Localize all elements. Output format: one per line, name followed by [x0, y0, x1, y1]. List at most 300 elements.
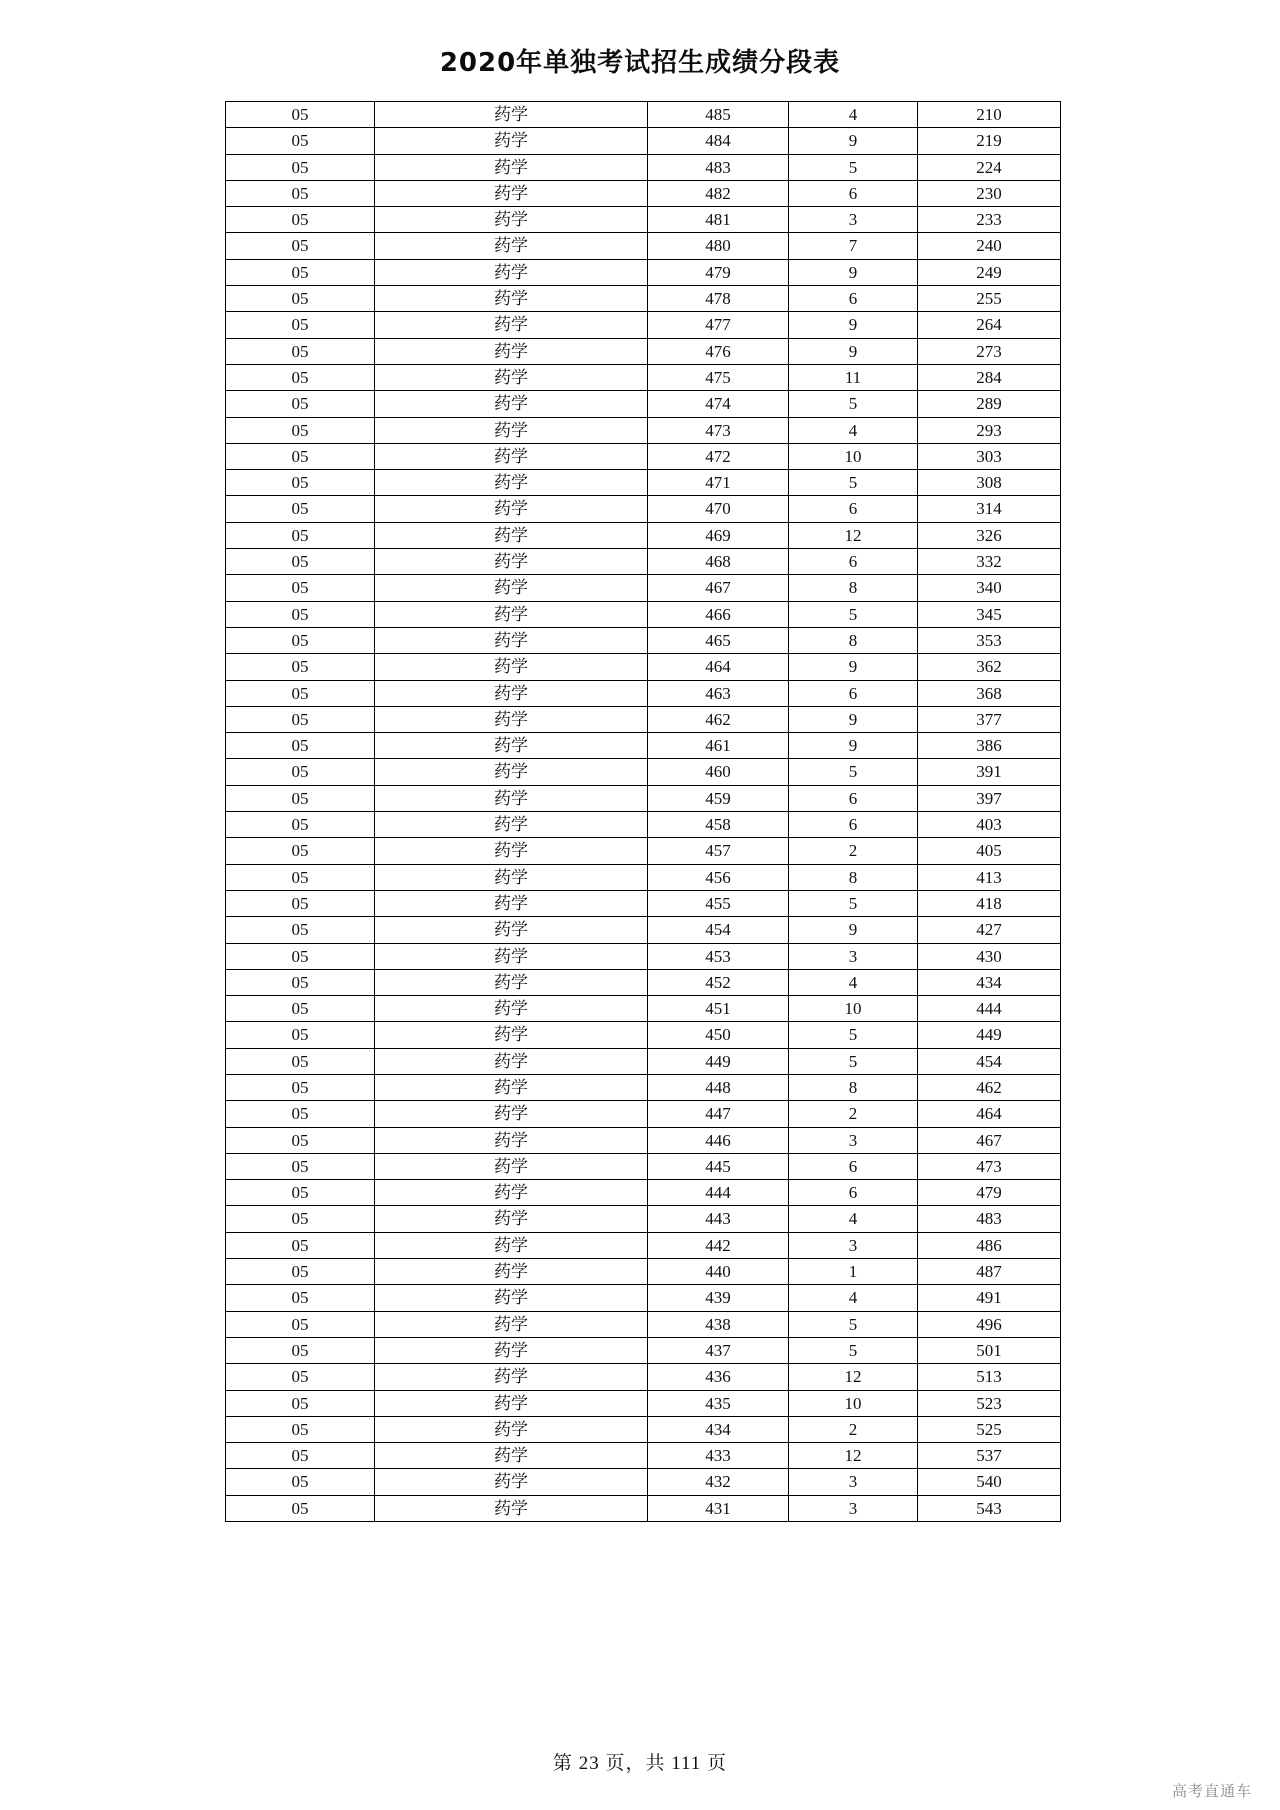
cell-category-code: 05 [226, 154, 375, 180]
cell-cumulative: 434 [918, 969, 1061, 995]
cell-score: 454 [648, 917, 789, 943]
cell-cumulative: 397 [918, 785, 1061, 811]
cell-count: 5 [789, 1048, 918, 1074]
cell-cumulative: 513 [918, 1364, 1061, 1390]
cell-score: 468 [648, 549, 789, 575]
cell-major-name: 药学 [375, 1127, 648, 1153]
cell-cumulative: 487 [918, 1259, 1061, 1285]
table-row [226, 838, 1061, 864]
cell-score: 437 [648, 1337, 789, 1363]
cell-score: 467 [648, 575, 789, 601]
cell-major-name: 药学 [375, 1311, 648, 1337]
cell-score: 462 [648, 706, 789, 732]
cell-category-code: 05 [226, 102, 375, 128]
cell-score: 460 [648, 759, 789, 785]
cell-cumulative: 496 [918, 1311, 1061, 1337]
cell-major-name: 药学 [375, 1101, 648, 1127]
cell-major-name: 药学 [375, 601, 648, 627]
cell-count: 5 [789, 391, 918, 417]
footer-page-number: 23 [578, 1753, 600, 1774]
cell-score: 463 [648, 680, 789, 706]
cell-cumulative: 525 [918, 1416, 1061, 1442]
cell-category-code: 05 [226, 890, 375, 916]
cell-major-name: 药学 [375, 996, 648, 1022]
cell-score: 445 [648, 1153, 789, 1179]
cell-cumulative: 483 [918, 1206, 1061, 1232]
table-row [226, 102, 1061, 128]
cell-score: 476 [648, 338, 789, 364]
cell-cumulative: 293 [918, 417, 1061, 443]
cell-score: 473 [648, 417, 789, 443]
cell-score: 459 [648, 785, 789, 811]
cell-cumulative: 230 [918, 180, 1061, 206]
cell-score: 471 [648, 470, 789, 496]
table-row [226, 1337, 1061, 1363]
cell-category-code: 05 [226, 838, 375, 864]
table-row [226, 1206, 1061, 1232]
cell-count: 12 [789, 1443, 918, 1469]
cell-category-code: 05 [226, 470, 375, 496]
cell-major-name: 药学 [375, 1259, 648, 1285]
cell-count: 9 [789, 733, 918, 759]
table-row [226, 1443, 1061, 1469]
table-row [226, 1127, 1061, 1153]
cell-count: 4 [789, 1206, 918, 1232]
cell-major-name: 药学 [375, 233, 648, 259]
cell-score: 452 [648, 969, 789, 995]
cell-category-code: 05 [226, 943, 375, 969]
cell-score: 457 [648, 838, 789, 864]
cell-major-name: 药学 [375, 575, 648, 601]
cell-count: 9 [789, 259, 918, 285]
cell-category-code: 05 [226, 1495, 375, 1521]
cell-score: 480 [648, 233, 789, 259]
cell-category-code: 05 [226, 654, 375, 680]
cell-category-code: 05 [226, 312, 375, 338]
cell-score: 482 [648, 180, 789, 206]
cell-major-name: 药学 [375, 1048, 648, 1074]
cell-cumulative: 289 [918, 391, 1061, 417]
cell-cumulative: 362 [918, 654, 1061, 680]
cell-score: 450 [648, 1022, 789, 1048]
cell-score: 474 [648, 391, 789, 417]
cell-major-name: 药学 [375, 1232, 648, 1258]
cell-cumulative: 501 [918, 1337, 1061, 1363]
table-row [226, 917, 1061, 943]
cell-count: 6 [789, 496, 918, 522]
cell-major-name: 药学 [375, 128, 648, 154]
table-row [226, 364, 1061, 390]
cell-cumulative: 473 [918, 1153, 1061, 1179]
cell-cumulative: 255 [918, 286, 1061, 312]
cell-score: 455 [648, 890, 789, 916]
cell-cumulative: 224 [918, 154, 1061, 180]
table-row [226, 470, 1061, 496]
cell-score: 465 [648, 627, 789, 653]
cell-count: 7 [789, 233, 918, 259]
cell-count: 12 [789, 522, 918, 548]
cell-score: 475 [648, 364, 789, 390]
cell-cumulative: 449 [918, 1022, 1061, 1048]
cell-major-name: 药学 [375, 785, 648, 811]
cell-category-code: 05 [226, 1232, 375, 1258]
cell-category-code: 05 [226, 286, 375, 312]
cell-score: 446 [648, 1127, 789, 1153]
cell-count: 5 [789, 470, 918, 496]
table-row [226, 417, 1061, 443]
cell-cumulative: 308 [918, 470, 1061, 496]
table-row [226, 759, 1061, 785]
cell-category-code: 05 [226, 917, 375, 943]
cell-category-code: 05 [226, 1337, 375, 1363]
table-row [226, 1022, 1061, 1048]
cell-count: 5 [789, 890, 918, 916]
cell-cumulative: 543 [918, 1495, 1061, 1521]
cell-count: 5 [789, 1337, 918, 1363]
cell-category-code: 05 [226, 496, 375, 522]
cell-score: 470 [648, 496, 789, 522]
cell-major-name: 药学 [375, 1390, 648, 1416]
cell-cumulative: 454 [918, 1048, 1061, 1074]
page-title: 2020年单独考试招生成绩分段表 [439, 48, 841, 78]
cell-cumulative: 332 [918, 549, 1061, 575]
table-row [226, 233, 1061, 259]
table-row [226, 154, 1061, 180]
cell-score: 485 [648, 102, 789, 128]
cell-score: 477 [648, 312, 789, 338]
cell-major-name: 药学 [375, 627, 648, 653]
cell-category-code: 05 [226, 733, 375, 759]
cell-category-code: 05 [226, 627, 375, 653]
cell-cumulative: 444 [918, 996, 1061, 1022]
cell-score: 458 [648, 812, 789, 838]
cell-cumulative: 464 [918, 1101, 1061, 1127]
table-row [226, 654, 1061, 680]
cell-count: 4 [789, 1285, 918, 1311]
cell-count: 3 [789, 1232, 918, 1258]
table-body [226, 102, 1061, 1522]
cell-cumulative: 345 [918, 601, 1061, 627]
cell-score: 431 [648, 1495, 789, 1521]
cell-count: 11 [789, 364, 918, 390]
cell-count: 9 [789, 917, 918, 943]
cell-score: 478 [648, 286, 789, 312]
cell-category-code: 05 [226, 1206, 375, 1232]
cell-score: 435 [648, 1390, 789, 1416]
cell-count: 10 [789, 443, 918, 469]
cell-category-code: 05 [226, 259, 375, 285]
cell-category-code: 05 [226, 128, 375, 154]
cell-score: 456 [648, 864, 789, 890]
table-row [226, 391, 1061, 417]
cell-major-name: 药学 [375, 812, 648, 838]
cell-count: 9 [789, 654, 918, 680]
cell-category-code: 05 [226, 1416, 375, 1442]
cell-cumulative: 537 [918, 1443, 1061, 1469]
cell-major-name: 药学 [375, 549, 648, 575]
cell-score: 448 [648, 1074, 789, 1100]
cell-category-code: 05 [226, 391, 375, 417]
cell-cumulative: 391 [918, 759, 1061, 785]
cell-category-code: 05 [226, 549, 375, 575]
cell-category-code: 05 [226, 812, 375, 838]
table-row [226, 443, 1061, 469]
cell-category-code: 05 [226, 1101, 375, 1127]
cell-major-name: 药学 [375, 1364, 648, 1390]
cell-count: 8 [789, 1074, 918, 1100]
cell-category-code: 05 [226, 601, 375, 627]
cell-score: 481 [648, 207, 789, 233]
cell-count: 8 [789, 575, 918, 601]
table-row [226, 1495, 1061, 1521]
table-row [226, 1469, 1061, 1495]
table-row [226, 785, 1061, 811]
cell-major-name: 药学 [375, 969, 648, 995]
cell-category-code: 05 [226, 680, 375, 706]
table-row [226, 733, 1061, 759]
table-row [226, 259, 1061, 285]
cell-score: 483 [648, 154, 789, 180]
cell-score: 447 [648, 1101, 789, 1127]
cell-major-name: 药学 [375, 417, 648, 443]
cell-major-name: 药学 [375, 1074, 648, 1100]
table-row [226, 207, 1061, 233]
cell-count: 6 [789, 812, 918, 838]
watermark-label: 高考直通车 [1171, 1782, 1252, 1800]
cell-count: 5 [789, 1311, 918, 1337]
cell-score: 434 [648, 1416, 789, 1442]
cell-cumulative: 467 [918, 1127, 1061, 1153]
cell-count: 5 [789, 1022, 918, 1048]
cell-major-name: 药学 [375, 1180, 648, 1206]
cell-major-name: 药学 [375, 1022, 648, 1048]
cell-major-name: 药学 [375, 391, 648, 417]
cell-cumulative: 314 [918, 496, 1061, 522]
table-row [226, 1232, 1061, 1258]
cell-score: 438 [648, 1311, 789, 1337]
cell-cumulative: 377 [918, 706, 1061, 732]
table-row [226, 128, 1061, 154]
cell-major-name: 药学 [375, 654, 648, 680]
table-row [226, 1048, 1061, 1074]
cell-major-name: 药学 [375, 180, 648, 206]
cell-count: 9 [789, 312, 918, 338]
table-row [226, 1180, 1061, 1206]
cell-category-code: 05 [226, 1153, 375, 1179]
cell-major-name: 药学 [375, 1285, 648, 1311]
score-distribution-table [225, 101, 1061, 1522]
cell-count: 2 [789, 1101, 918, 1127]
table-row [226, 180, 1061, 206]
cell-major-name: 药学 [375, 364, 648, 390]
cell-major-name: 药学 [375, 890, 648, 916]
cell-score: 443 [648, 1206, 789, 1232]
table-row [226, 338, 1061, 364]
cell-count: 8 [789, 627, 918, 653]
cell-cumulative: 284 [918, 364, 1061, 390]
cell-category-code: 05 [226, 575, 375, 601]
cell-category-code: 05 [226, 207, 375, 233]
cell-count: 5 [789, 759, 918, 785]
cell-major-name: 药学 [375, 154, 648, 180]
cell-category-code: 05 [226, 1285, 375, 1311]
cell-count: 2 [789, 1416, 918, 1442]
cell-count: 3 [789, 1127, 918, 1153]
cell-cumulative: 479 [918, 1180, 1061, 1206]
cell-score: 484 [648, 128, 789, 154]
table-row [226, 996, 1061, 1022]
footer-prefix: 第 [552, 1753, 573, 1774]
cell-major-name: 药学 [375, 1495, 648, 1521]
page-footer [0, 1748, 1280, 1775]
score-table-container [225, 101, 1055, 1522]
cell-score: 479 [648, 259, 789, 285]
cell-count: 5 [789, 154, 918, 180]
cell-major-name: 药学 [375, 864, 648, 890]
cell-category-code: 05 [226, 417, 375, 443]
cell-major-name: 药学 [375, 522, 648, 548]
cell-category-code: 05 [226, 364, 375, 390]
cell-score: 472 [648, 443, 789, 469]
cell-category-code: 05 [226, 180, 375, 206]
cell-count: 6 [789, 549, 918, 575]
cell-cumulative: 491 [918, 1285, 1061, 1311]
cell-cumulative: 523 [918, 1390, 1061, 1416]
cell-cumulative: 273 [918, 338, 1061, 364]
cell-cumulative: 462 [918, 1074, 1061, 1100]
table-row [226, 601, 1061, 627]
cell-category-code: 05 [226, 1048, 375, 1074]
cell-score: 442 [648, 1232, 789, 1258]
cell-category-code: 05 [226, 1022, 375, 1048]
cell-major-name: 药学 [375, 1337, 648, 1363]
cell-cumulative: 219 [918, 128, 1061, 154]
cell-count: 9 [789, 128, 918, 154]
cell-category-code: 05 [226, 1469, 375, 1495]
cell-count: 1 [789, 1259, 918, 1285]
cell-major-name: 药学 [375, 1416, 648, 1442]
cell-major-name: 药学 [375, 733, 648, 759]
cell-count: 12 [789, 1364, 918, 1390]
cell-score: 453 [648, 943, 789, 969]
table-row [226, 890, 1061, 916]
cell-count: 3 [789, 207, 918, 233]
cell-count: 3 [789, 1495, 918, 1521]
table-row [226, 1074, 1061, 1100]
table-row [226, 680, 1061, 706]
table-row [226, 1390, 1061, 1416]
cell-cumulative: 233 [918, 207, 1061, 233]
cell-score: 436 [648, 1364, 789, 1390]
cell-count: 2 [789, 838, 918, 864]
table-row [226, 312, 1061, 338]
cell-score: 461 [648, 733, 789, 759]
table-row [226, 496, 1061, 522]
cell-count: 4 [789, 417, 918, 443]
table-row [226, 1101, 1061, 1127]
cell-score: 444 [648, 1180, 789, 1206]
cell-cumulative: 405 [918, 838, 1061, 864]
cell-major-name: 药学 [375, 286, 648, 312]
cell-major-name: 药学 [375, 759, 648, 785]
footer-suffix: 页 [707, 1753, 728, 1774]
footer-total-pages: 111 [671, 1753, 702, 1774]
table-row [226, 706, 1061, 732]
cell-category-code: 05 [226, 1180, 375, 1206]
cell-category-code: 05 [226, 522, 375, 548]
cell-cumulative: 264 [918, 312, 1061, 338]
cell-major-name: 药学 [375, 102, 648, 128]
table-row [226, 1285, 1061, 1311]
cell-count: 6 [789, 785, 918, 811]
table-row [226, 627, 1061, 653]
cell-category-code: 05 [226, 1443, 375, 1469]
cell-major-name: 药学 [375, 917, 648, 943]
cell-cumulative: 240 [918, 233, 1061, 259]
cell-major-name: 药学 [375, 443, 648, 469]
cell-count: 6 [789, 1180, 918, 1206]
cell-count: 4 [789, 969, 918, 995]
cell-category-code: 05 [226, 1074, 375, 1100]
cell-count: 6 [789, 286, 918, 312]
cell-category-code: 05 [226, 1390, 375, 1416]
cell-score: 432 [648, 1469, 789, 1495]
cell-count: 4 [789, 102, 918, 128]
cell-category-code: 05 [226, 785, 375, 811]
table-row [226, 1153, 1061, 1179]
cell-cumulative: 403 [918, 812, 1061, 838]
cell-major-name: 药学 [375, 338, 648, 364]
cell-category-code: 05 [226, 1259, 375, 1285]
cell-category-code: 05 [226, 443, 375, 469]
cell-count: 10 [789, 996, 918, 1022]
cell-count: 3 [789, 943, 918, 969]
cell-count: 9 [789, 706, 918, 732]
cell-major-name: 药学 [375, 706, 648, 732]
cell-cumulative: 427 [918, 917, 1061, 943]
cell-count: 6 [789, 680, 918, 706]
cell-major-name: 药学 [375, 1469, 648, 1495]
cell-count: 3 [789, 1469, 918, 1495]
cell-score: 451 [648, 996, 789, 1022]
table-row [226, 943, 1061, 969]
cell-cumulative: 368 [918, 680, 1061, 706]
cell-cumulative: 353 [918, 627, 1061, 653]
cell-major-name: 药学 [375, 496, 648, 522]
table-row [226, 1259, 1061, 1285]
table-row [226, 1311, 1061, 1337]
cell-major-name: 药学 [375, 1443, 648, 1469]
cell-score: 439 [648, 1285, 789, 1311]
table-row [226, 549, 1061, 575]
cell-cumulative: 303 [918, 443, 1061, 469]
cell-major-name: 药学 [375, 838, 648, 864]
cell-major-name: 药学 [375, 943, 648, 969]
cell-major-name: 药学 [375, 312, 648, 338]
cell-cumulative: 326 [918, 522, 1061, 548]
cell-count: 9 [789, 338, 918, 364]
cell-score: 464 [648, 654, 789, 680]
table-row [226, 1416, 1061, 1442]
cell-category-code: 05 [226, 706, 375, 732]
cell-count: 6 [789, 180, 918, 206]
cell-cumulative: 249 [918, 259, 1061, 285]
table-row [226, 812, 1061, 838]
cell-score: 449 [648, 1048, 789, 1074]
cell-category-code: 05 [226, 338, 375, 364]
table-row [226, 575, 1061, 601]
table-row [226, 864, 1061, 890]
